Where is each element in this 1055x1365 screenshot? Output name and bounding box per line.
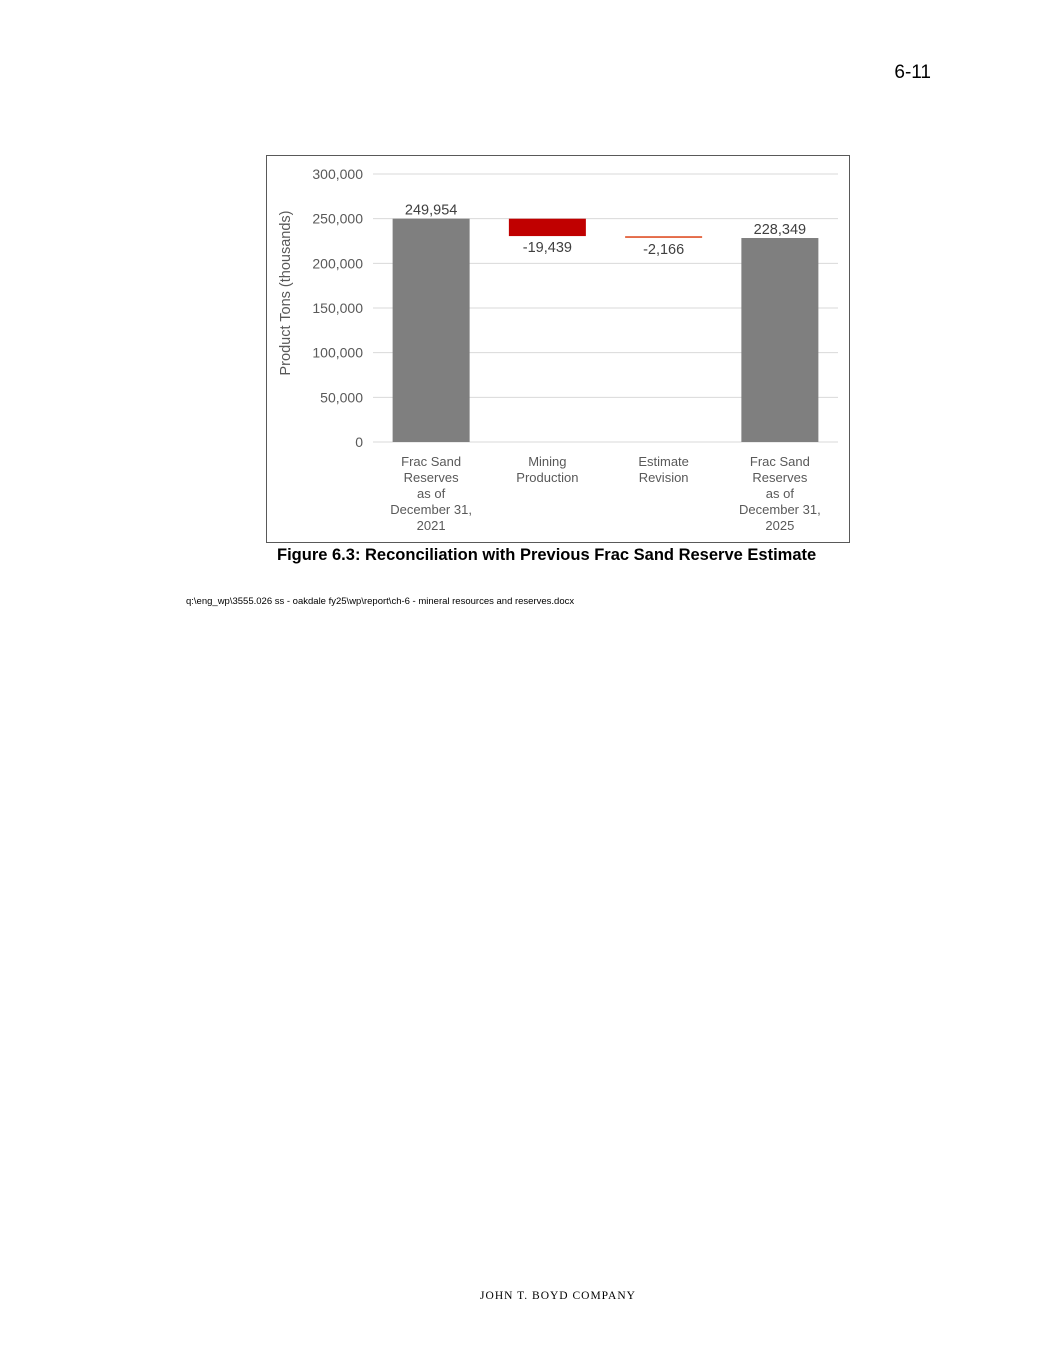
bar-data-label: 249,954 [404,202,458,219]
file-path: q:\eng_wp\3555.026 ss - oakdale fy25\wp\report\ch-6 - mineral resources and reserves.docx [186,596,575,607]
total-bar [393,219,470,442]
y-tick-label: 100,000 [312,344,363,361]
y-tick-label: 150,000 [312,300,363,316]
y-tick-label: 50,000 [320,389,363,406]
x-category-label: Estimate Revision [638,454,689,485]
chart-canvas [267,156,849,542]
waterfall-chart [266,155,850,543]
y-tick-label: 0 [355,434,363,450]
x-axis-categories [390,454,820,533]
page-number: 6-11 [894,62,931,83]
x-category-label: Mining Production [516,454,579,485]
x-category-label: Frac Sand Reserves as of December 31, 2025 [739,454,821,533]
y-tick-label: 200,000 [312,255,363,272]
y-axis-ticks [312,166,363,450]
bar-data-label: -2,166 [643,242,685,259]
change-bar [625,236,702,238]
company-footer: JOHN T. BOYD COMPANY [480,1290,636,1302]
y-axis-title: Product Tons (thousands) [278,210,294,376]
y-tick-label: 250,000 [312,210,363,227]
y-tick-label: 300,000 [312,166,363,182]
bars [393,219,819,442]
change-bar [509,219,586,236]
figure-caption: Figure 6.3: Reconciliation with Previous Frac Sand Reserve Estimate [277,546,817,564]
bar-data-label: 228,349 [753,222,807,239]
x-category-label: Frac Sand Reserves as of December 31, 2021 [390,454,472,533]
bar-data-label: -19,439 [522,240,572,257]
total-bar [741,238,818,442]
